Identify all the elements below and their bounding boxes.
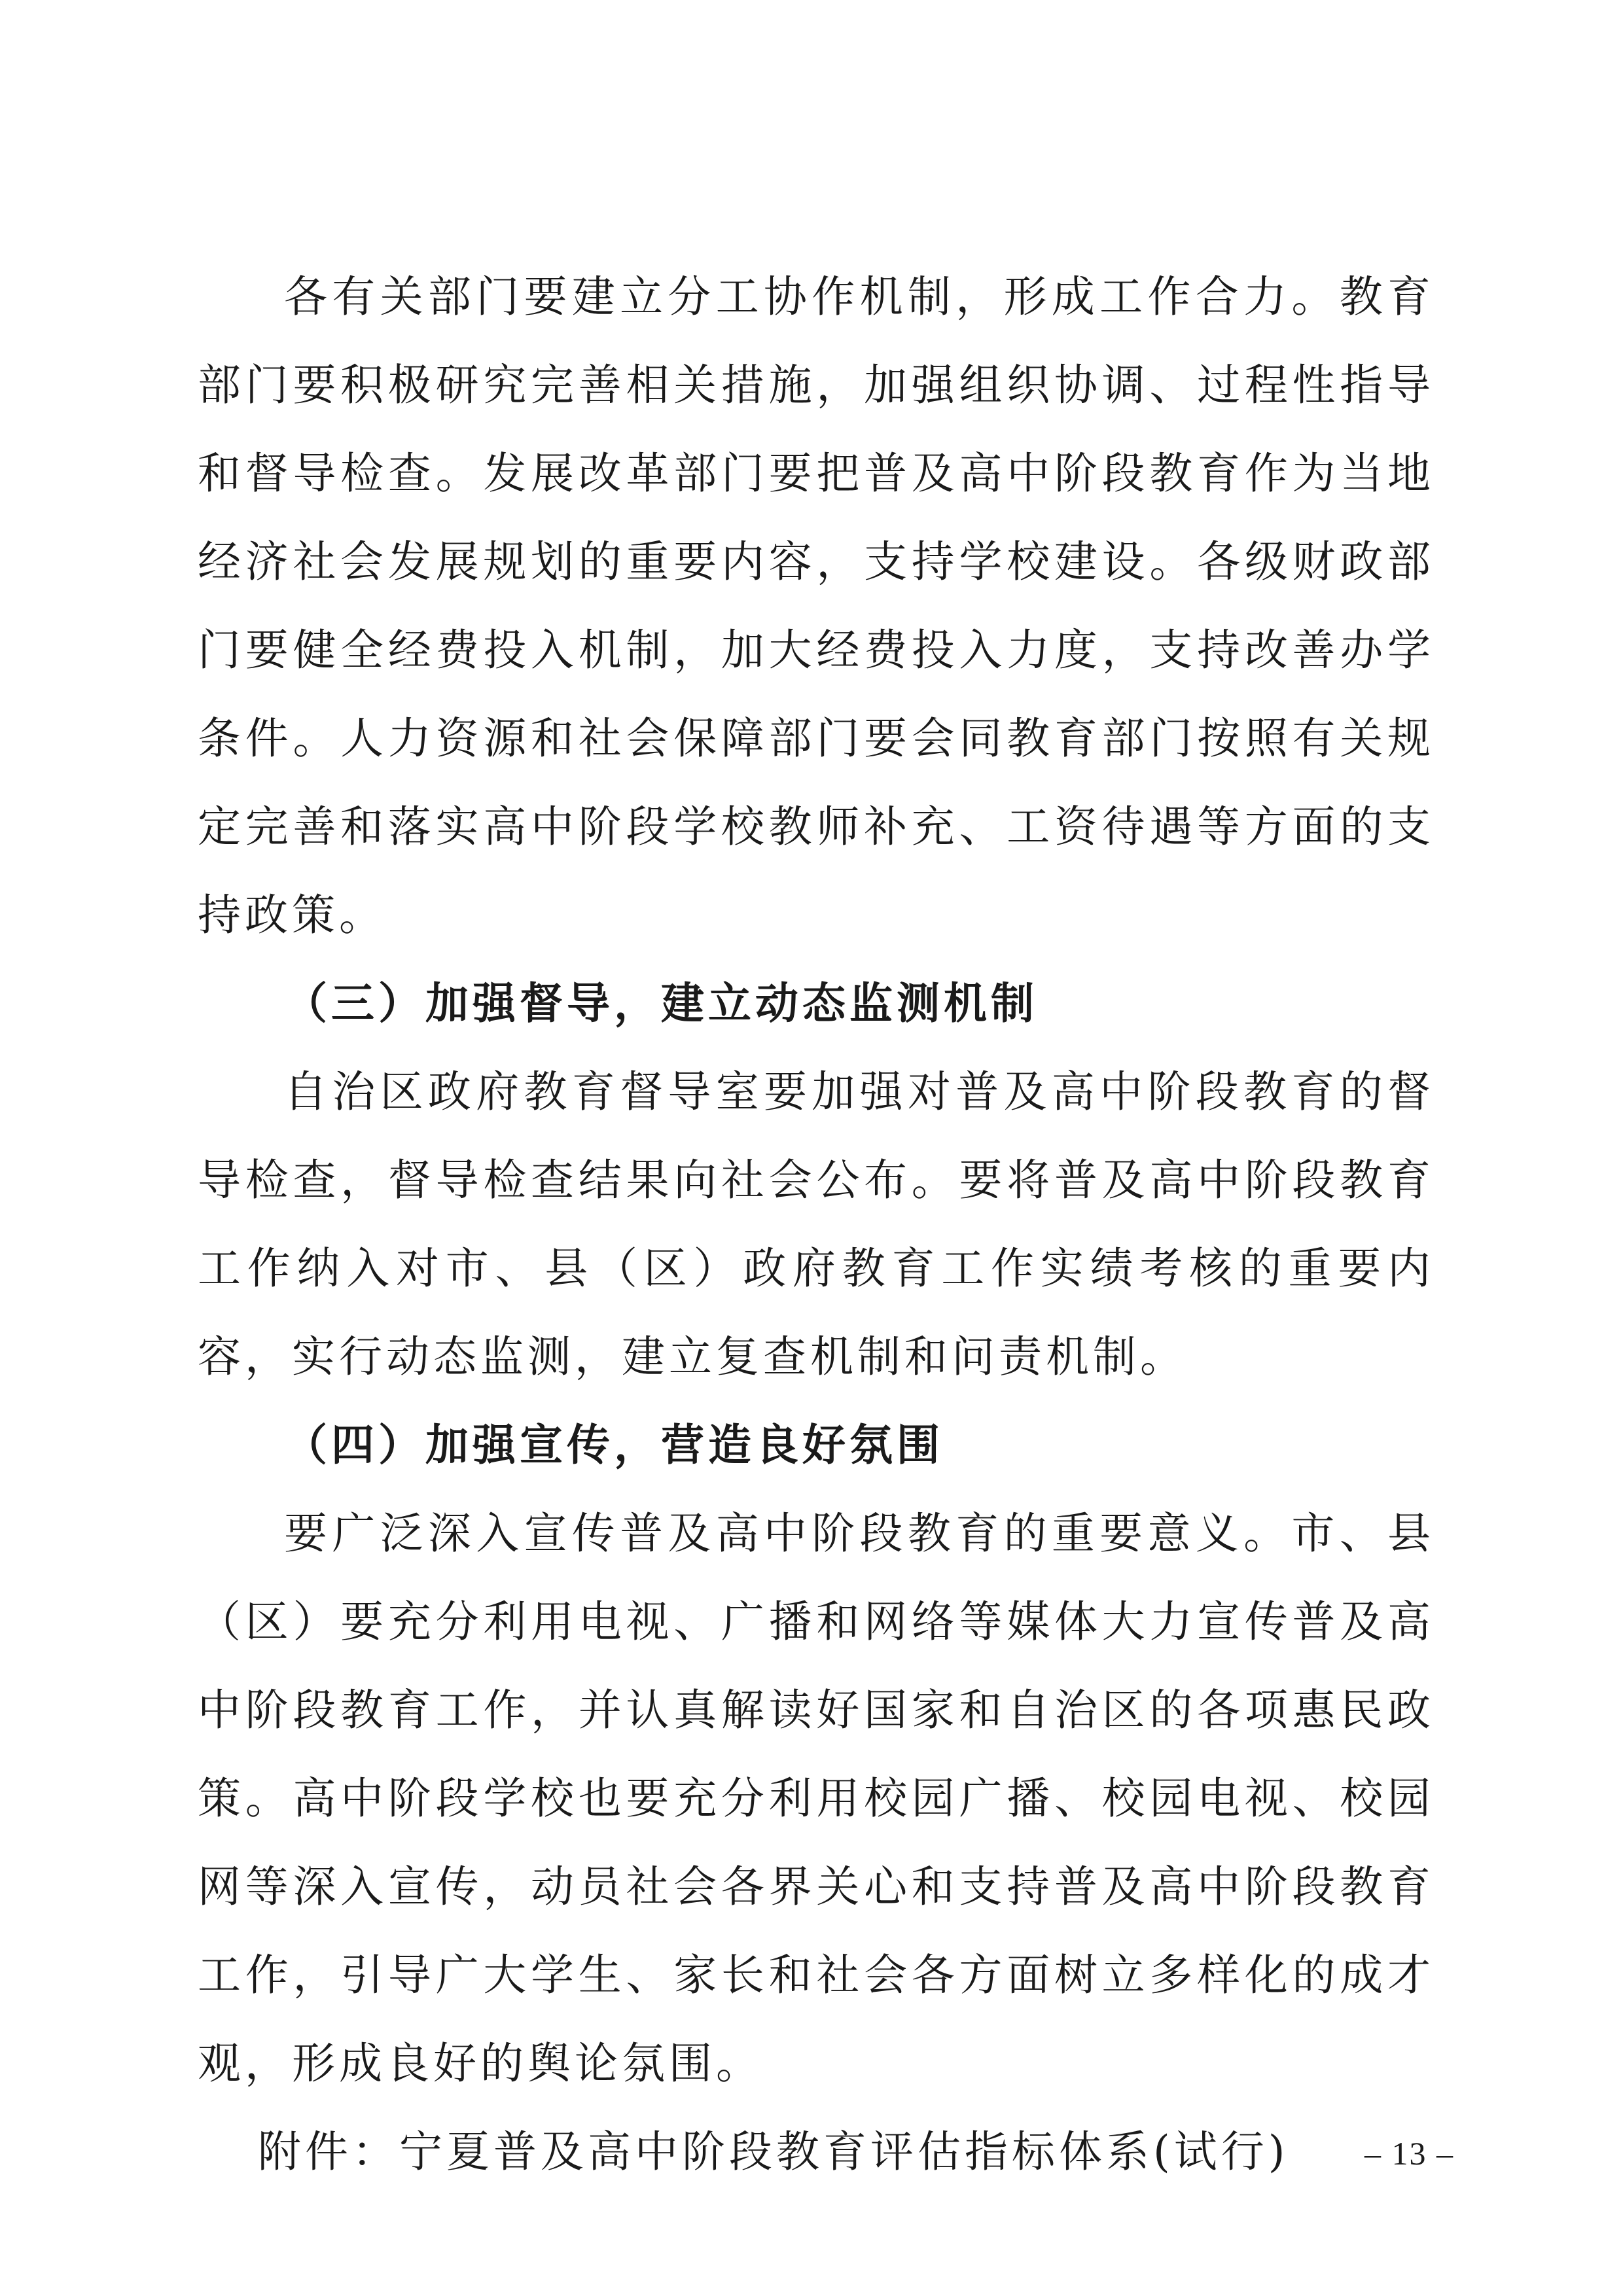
paragraph-publicity: 要广泛深入宣传普及高中阶段教育的重要意义。市、县（区）要充分利用电视、广播和网络等媒体大力宣传普及高中阶段教育工作，并认真解读好国家和自治区的各项惠民政策。高中阶段学校也要充分利用校园广播、校园电视、校园网等深入宣传，动员社会各界关心和支持普及高中阶段教育工作，引导广大学生、家长和社会各方面树立多样化的成才观，形成良好的舆论氛围。 (198, 1508, 1435, 2089)
section-heading-supervision: （三）加强督导，建立动态监测机制 (284, 978, 1038, 1029)
paragraph-supervision: 自治区政府教育督导室要加强对普及高中阶段教育的督导检查，督导检查结果向社会公布。要将普及高中阶段教育工作纳入对市、县（区）政府教育工作实绩考核的重要内容，实行动态监测，建立复查机制和问责机制。 (198, 1067, 1435, 1382)
section-heading-publicity: （四）加强宣传，营造良好氛围 (284, 1419, 944, 1470)
page-number: – 13 – (1364, 2135, 1454, 2172)
attachment-note: 附件：宁夏普及高中阶段教育评估指标体系(试行) (258, 2127, 1289, 2177)
document-body (198, 253, 1435, 2196)
paragraph-division-of-labor: 各有关部门要建立分工协作机制，形成工作合力。教育部门要积极研究完善相关措施，加强组织协调、过程性指导和督导检查。发展改革部门要把普及高中阶段教育作为当地经济社会发展规划的重要内容，支持学校建设。各级财政部门要健全经费投入机制，加大经费投入力度，支持改善办学条件。人力资源和社会保障部门要会同教育部门按照有关规定完善和落实高中阶段学校教师补充、工资待遇等方面的支持政策。 (198, 272, 1435, 940)
